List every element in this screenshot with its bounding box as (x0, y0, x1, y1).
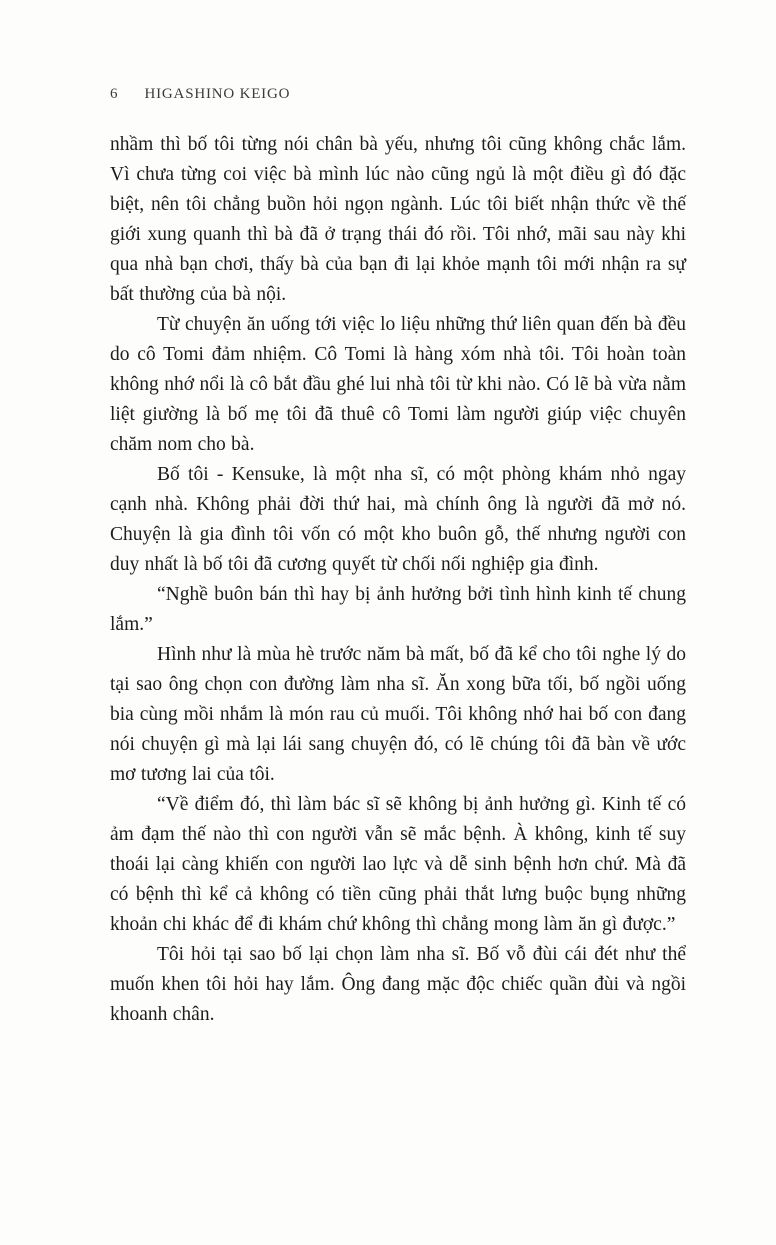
page-number: 6 (110, 86, 118, 102)
paragraph: “Về điểm đó, thì làm bác sĩ sẽ không bị ảnh hưởng gì. Kinh tế có ảm đạm thế nào thì con người vẫn sẽ mắc bệnh. À không, kinh tế suy thoái lại càng khiến con người lao lực và dễ sinh bệnh hơn chứ. Mà đã có bệnh thì kể cả không có tiền cũng phải thắt lưng buộc bụng những khoản chi khác để đi khám chứ không thì chẳng mong làm ăn gì được.” (110, 794, 686, 935)
body-text (110, 130, 686, 1030)
paragraph: “Nghề buôn bán thì hay bị ảnh hưởng bởi tình hình kinh tế chung lắm.” (110, 584, 686, 635)
paragraph: Hình như là mùa hè trước năm bà mất, bố đã kể cho tôi nghe lý do tại sao ông chọn con đường làm nha sĩ. Ăn xong bữa tối, bố ngồi uống bia cùng mồi nhắm là món rau củ muối. Tôi không nhớ hai bố con đang nói chuyện gì mà lại lái sang chuyện đó, có lẽ chúng tôi đã bàn về ước mơ tương lai của tôi. (110, 644, 686, 785)
paragraph: Bố tôi - Kensuke, là một nha sĩ, có một phòng khám nhỏ ngay cạnh nhà. Không phải đời thứ hai, mà chính ông là người đã mở nó. Chuyện là gia đình tôi vốn có một kho buôn gỗ, thế nhưng người con duy nhất là bố tôi đã cương quyết từ chối nối nghiệp gia đình. (110, 464, 686, 575)
paragraph: nhầm thì bố tôi từng nói chân bà yếu, nhưng tôi cũng không chắc lắm. Vì chưa từng coi việc bà mình lúc nào cũng ngủ là một điều gì đó đặc biệt, nên tôi chẳng buồn hỏi ngọn ngành. Lúc tôi biết nhận thức về thế giới xung quanh thì bà đã ở trạng thái đó rồi. Tôi nhớ, mãi sau này khi qua nhà bạn chơi, thấy bà của bạn đi lại khỏe mạnh tôi mới nhận ra sự bất thường của bà nội. (110, 134, 686, 305)
paragraph: Tôi hỏi tại sao bố lại chọn làm nha sĩ. Bố vỗ đùi cái đét như thể muốn khen tôi hỏi hay lắm. Ông đang mặc độc chiếc quần đùi và ngồi khoanh chân. (110, 944, 686, 1025)
running-header-title: HIGASHINO KEIGO (144, 86, 291, 102)
paragraph: Từ chuyện ăn uống tới việc lo liệu những thứ liên quan đến bà đều do cô Tomi đảm nhiệm. Cô Tomi là hàng xóm nhà tôi. Tôi hoàn toàn không nhớ nổi là cô bắt đầu ghé lui nhà tôi từ khi nào. Có lẽ bà vừa nằm liệt giường là bố mẹ tôi đã thuê cô Tomi làm người giúp việc chuyên chăm nom cho bà. (110, 314, 686, 455)
running-header (110, 86, 686, 103)
